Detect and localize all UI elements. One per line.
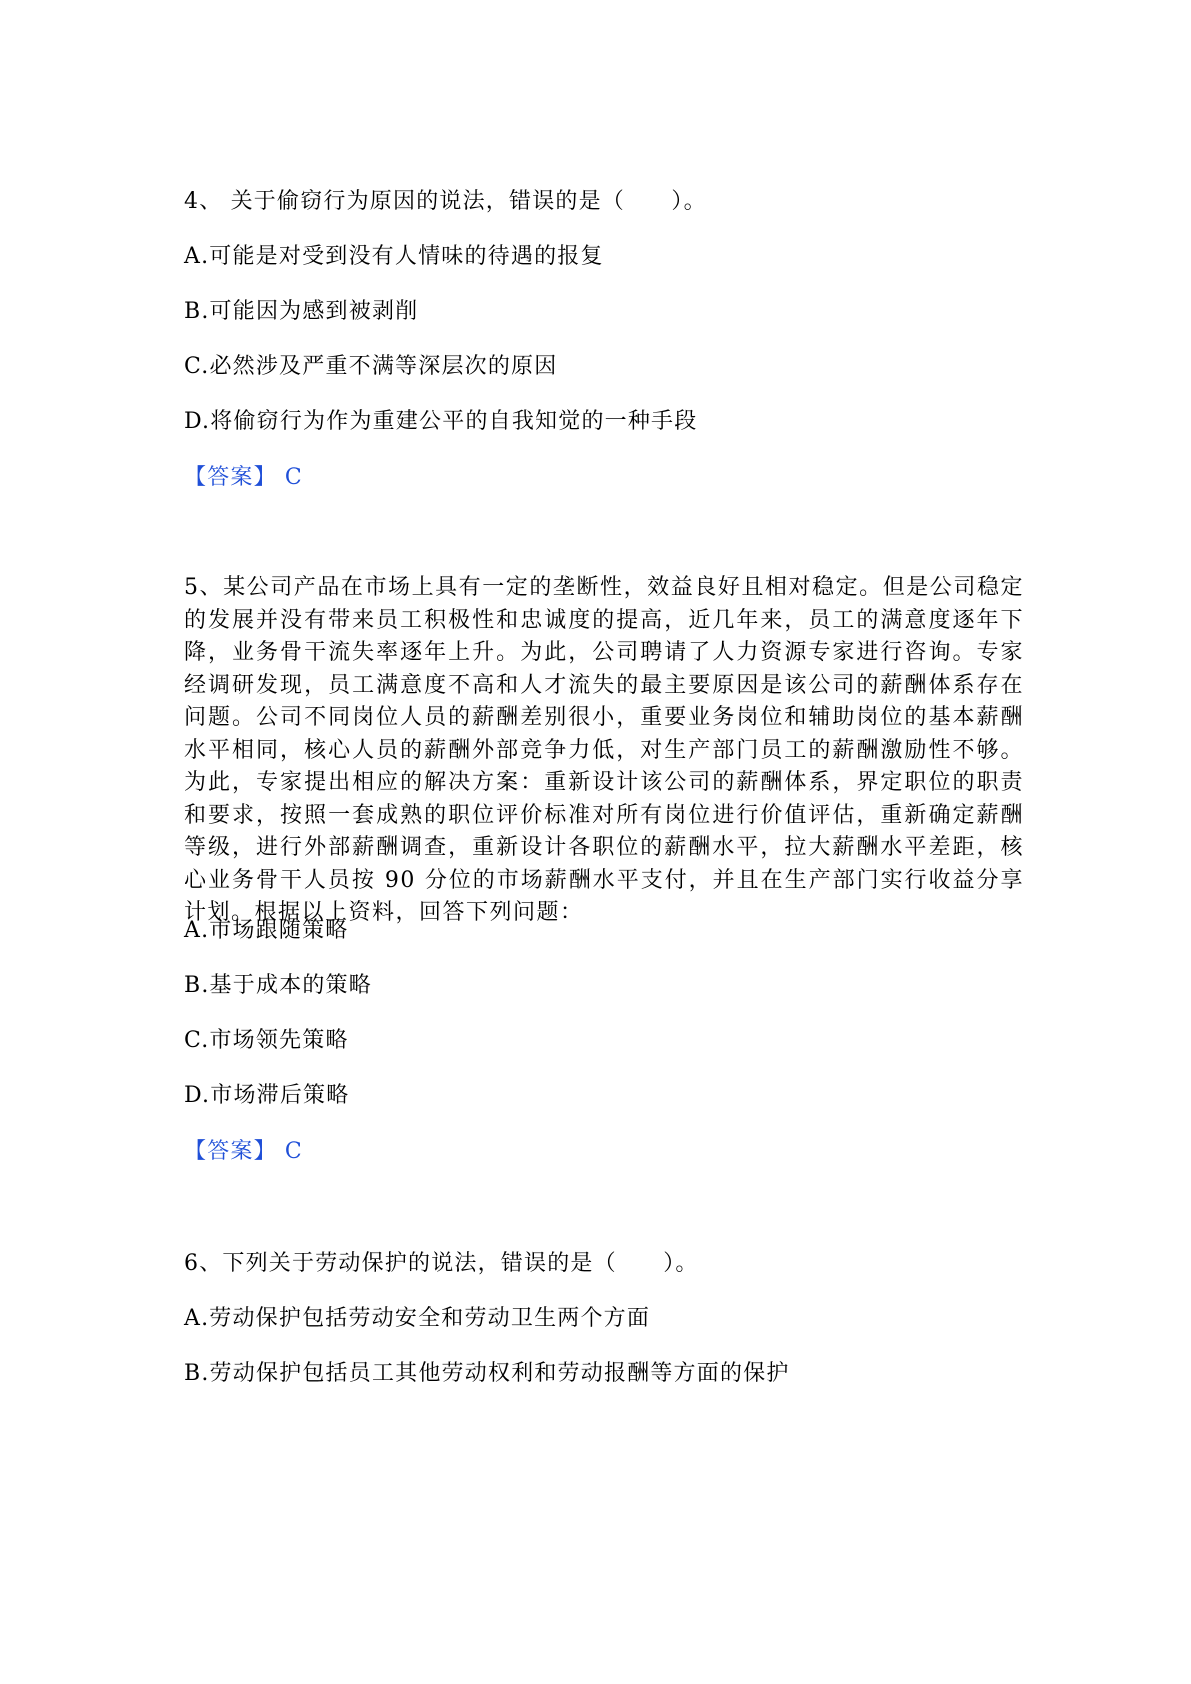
- question-5-option-c: C.市场领先策略: [184, 1028, 349, 1053]
- question-6-stem: 6、下列关于劳动保护的说法，错误的是（ ）。: [184, 1251, 699, 1276]
- question-5-stem: 5、某公司产品在市场上具有一定的垄断性，效益良好且相对稳定。但是公司稳定的发展并没有带来员工积极性和忠诚度的提高，近几年来，员工的满意度逐年下降，业务骨干流失率逐年上升。为此，公司聘请了人力资源专家进行咨询。专家经调研发现，员工满意度不高和人才流失的最主要原因是该公司的薪酬体系存在问题。公司不同岗位人员的薪酬差别很小，重要业务岗位和辅助岗位的基本薪酬水平相同，核心人员的薪酬外部竞争力低，对生产部门员工的薪酬激励性不够。为此，专家提出相应的解决方案：重新设计该公司的薪酬体系，界定职位的职责和要求，按照一套成熟的职位评价标准对所有岗位进行价值评估，重新确定薪酬等级，进行外部薪酬调查，重新设计各职位的薪酬水平，拉大薪酬水平差距，核心业务骨干人员按 90 分位的市场薪酬水平支付，并且在生产部门实行收益分享计划。根据以上资料，回答下列问题：: [184, 575, 1024, 925]
- question-4-option-a: A.可能是对受到没有人情味的待遇的报复: [184, 244, 604, 269]
- question-6-option-a: A.劳动保护包括劳动安全和劳动卫生两个方面: [184, 1306, 651, 1331]
- answer-label: 【答案】: [184, 465, 277, 490]
- question-4-answer: [184, 462, 303, 494]
- question-4-option-b: B.可能因为感到被剥削: [184, 299, 419, 324]
- question-4-option-c: C.必然涉及严重不满等深层次的原因: [184, 354, 558, 379]
- question-5-answer: [184, 1136, 303, 1168]
- answer-value: C: [284, 1139, 303, 1164]
- question-6-option-b: B.劳动保护包括员工其他劳动权利和劳动报酬等方面的保护: [184, 1361, 790, 1386]
- question-5-option-b: B.基于成本的策略: [184, 973, 372, 998]
- question-4-option-d: D.将偷窃行为作为重建公平的自我知觉的一种手段: [184, 409, 698, 434]
- answer-value: C: [284, 465, 303, 490]
- question-5-option-a: A.市场跟随策略: [184, 918, 349, 943]
- question-4-stem: 4、 关于偷窃行为原因的说法，错误的是（ ）。: [184, 189, 707, 214]
- answer-label: 【答案】: [184, 1139, 277, 1164]
- question-5-option-d: D.市场滞后策略: [184, 1083, 350, 1108]
